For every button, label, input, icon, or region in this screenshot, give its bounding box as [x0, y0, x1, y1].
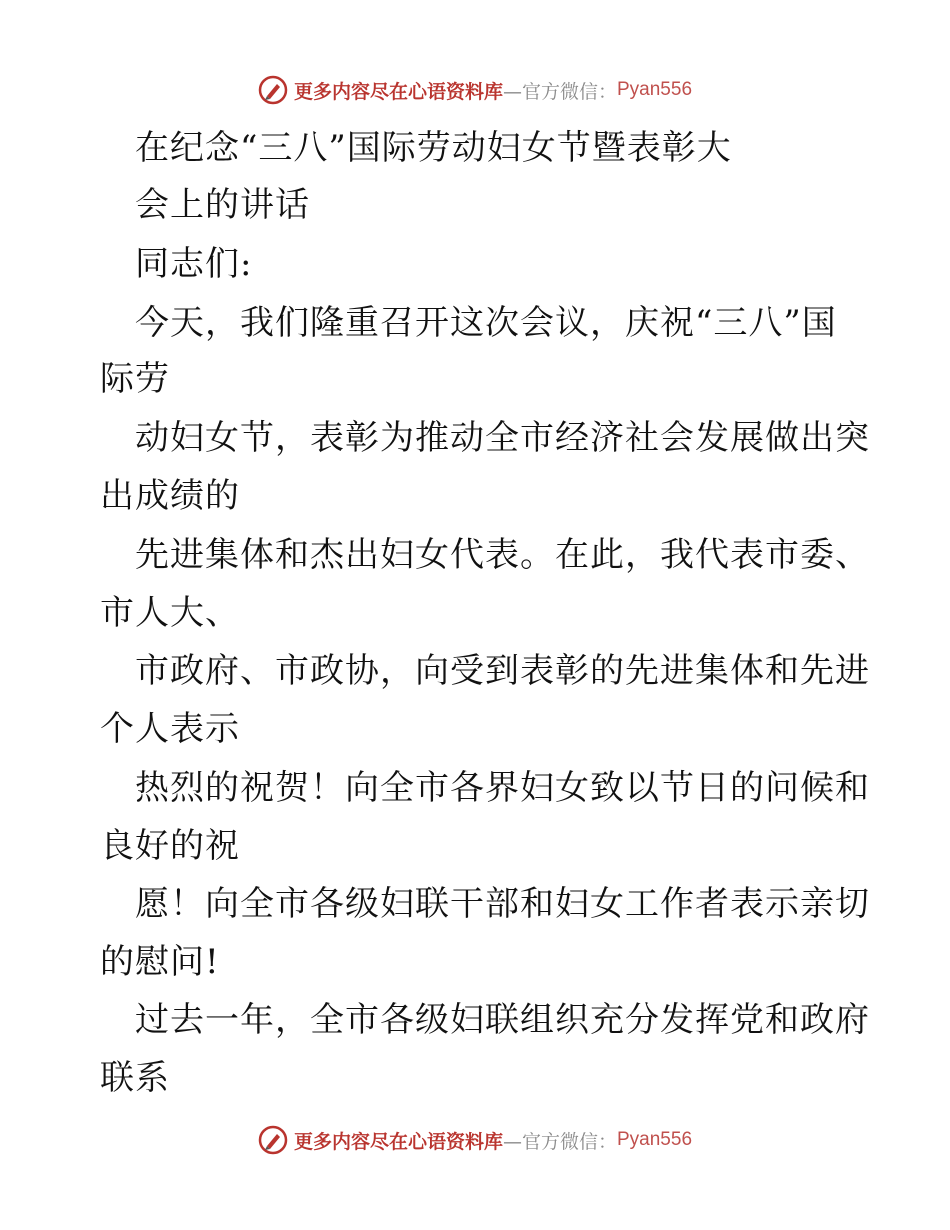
text-line: 的慰问! — [100, 942, 220, 982]
text-line: 先进集体和杰出妇女代表。在此，我代表市委、 — [135, 535, 870, 575]
footer-watermark — [0, 1120, 950, 1160]
pen-logo-icon — [258, 75, 288, 105]
text-line: 热烈的祝贺！向全市各界妇女致以节日的问候和 — [135, 768, 870, 808]
text-line: 个人表示 — [100, 709, 240, 749]
pen-logo-icon — [258, 1125, 288, 1155]
text-line: 动妇女节，表彰为推动全市经济社会发展做出突 — [135, 418, 870, 458]
salutation: 同志们: — [135, 244, 253, 284]
text-line: 联系 — [100, 1058, 170, 1098]
watermark-account: Pyan556 — [617, 79, 693, 100]
title-line-2: 会上的讲话 — [135, 185, 310, 225]
text-line: 市政府、市政协，向受到表彰的先进集体和先进 — [135, 651, 870, 691]
header-watermark — [0, 70, 950, 110]
watermark-title: 更多内容尽在心语资料库 — [293, 1130, 503, 1153]
watermark-separator: —官方微信： — [502, 80, 617, 103]
text-line: 良好的祝 — [100, 826, 240, 866]
text-line: 际劳 — [100, 359, 170, 399]
title-line-1: 在纪念“三八”国际劳动妇女节暨表彰大 — [135, 128, 732, 168]
text-line: 市人大、 — [100, 593, 240, 633]
text-line: 今天，我们隆重召开这次会议，庆祝“三八”国 — [135, 303, 837, 343]
text-line: 愿！向全市各级妇联干部和妇女工作者表示亲切 — [135, 884, 870, 924]
text-line: 出成绩的 — [100, 476, 240, 516]
watermark-account: Pyan556 — [617, 1129, 693, 1150]
watermark-title: 更多内容尽在心语资料库 — [293, 80, 503, 103]
text-line: 过去一年，全市各级妇联组织充分发挥党和政府 — [135, 1000, 870, 1040]
watermark-separator: —官方微信： — [502, 1130, 617, 1153]
